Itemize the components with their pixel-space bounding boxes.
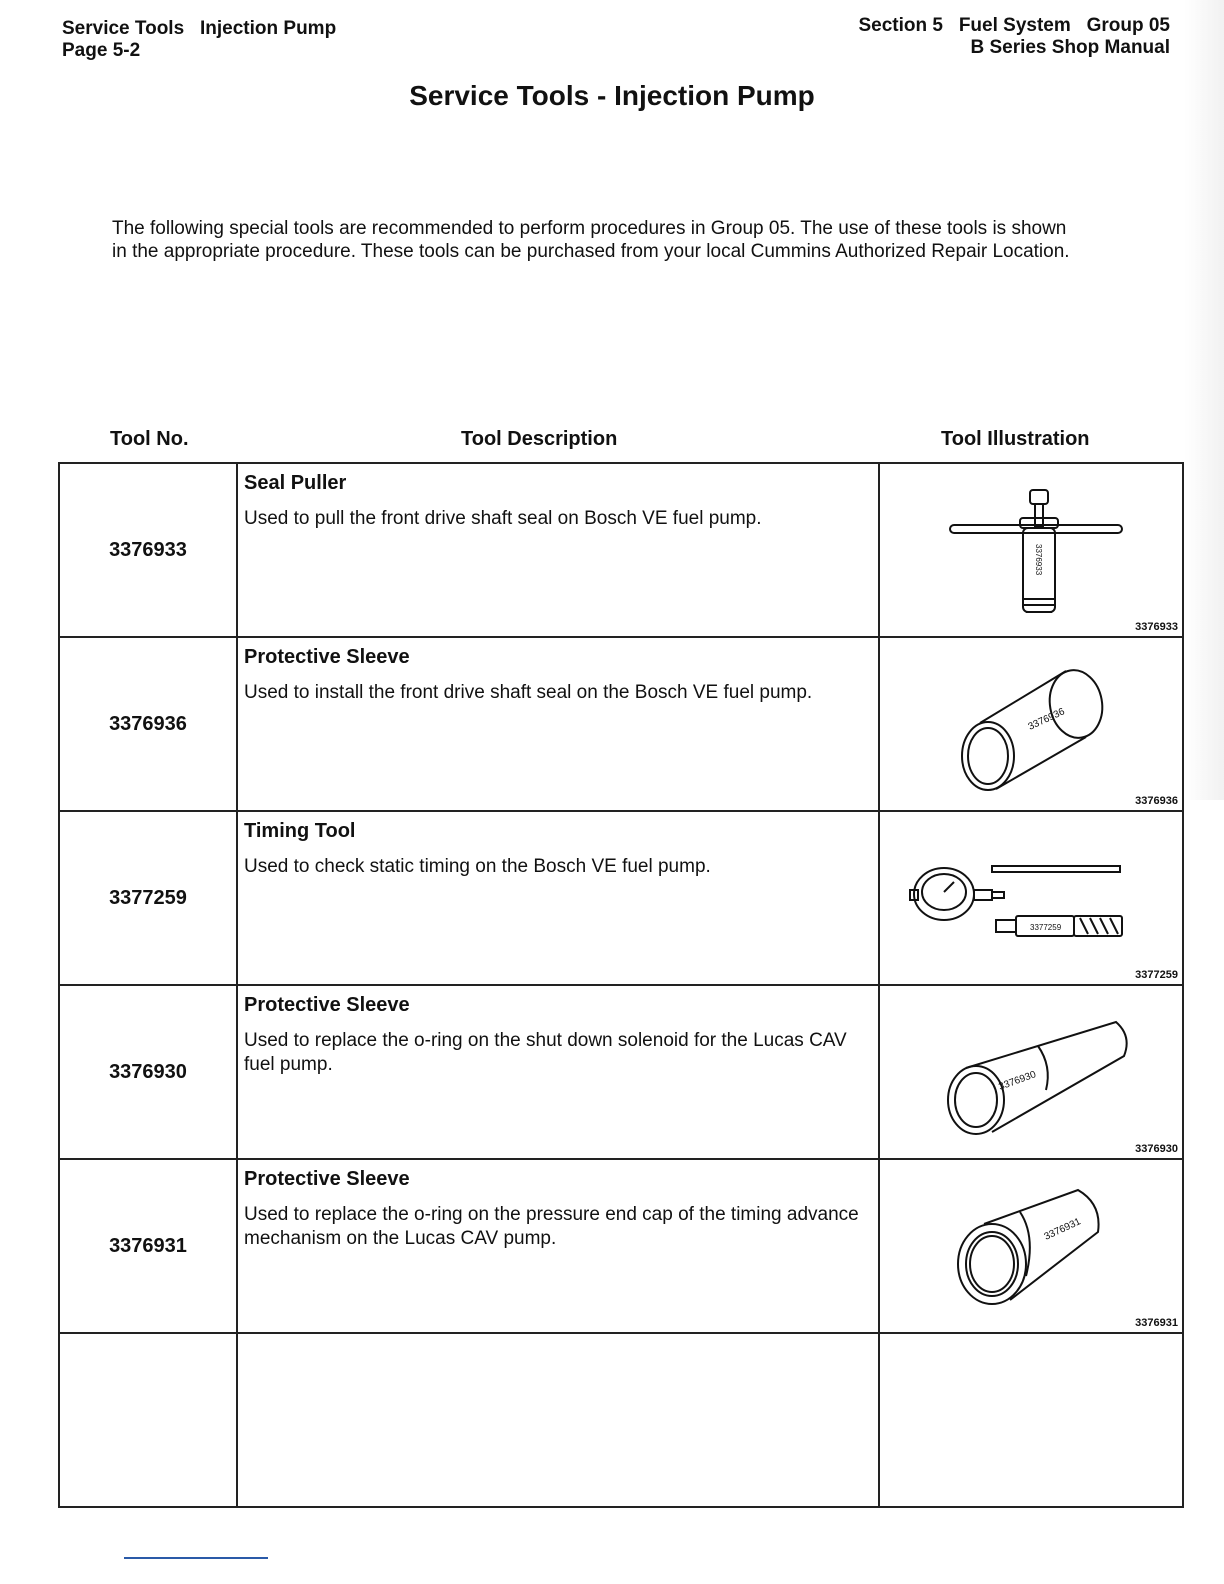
column-header-illustration: Tool Illustration — [941, 428, 1090, 450]
table-row — [59, 811, 1183, 985]
page-title: Service Tools - Injection Pump — [409, 80, 815, 111]
tool-description: Used to pull the front drive shaft seal on Bosch VE fuel pump. — [244, 508, 762, 529]
footer-rule — [124, 1557, 268, 1559]
tool-description: Used to check static timing on the Bosch VE fuel pump. — [244, 856, 711, 877]
seal-puller-icon — [880, 464, 1180, 636]
tool-illustration-cell — [879, 637, 1183, 811]
tool-illustration-cell — [879, 985, 1183, 1159]
column-header-tool-no: Tool No. — [110, 428, 189, 450]
tool-description-cell — [237, 1159, 879, 1333]
page-number: Page 5-2 — [62, 40, 141, 61]
table-row-empty — [59, 1333, 1183, 1507]
timing-tool-icon — [880, 812, 1180, 984]
tool-name: Timing Tool — [244, 820, 356, 842]
tool-name: Protective Sleeve — [244, 1168, 410, 1190]
tool-illustration-cell — [879, 811, 1183, 985]
table-row — [59, 985, 1183, 1159]
tool-name: Seal Puller — [244, 472, 347, 494]
tool-number: 3376933 — [59, 463, 237, 637]
header-group: Group 05 — [1086, 15, 1170, 36]
tool-description: Used to replace the o-ring on the pressure end cap of the timing advance mechanism on the Lucas CAV pump. — [244, 1204, 859, 1249]
column-header-description: Tool Description — [461, 428, 618, 450]
intro-paragraph: The following special tools are recommended to perform procedures in Group 05. The use of these tools is shown in the appropriate procedure. These tools can be purchased from your local Cummins Authorized Repair Location. — [112, 218, 1070, 262]
tool-name: Protective Sleeve — [244, 646, 410, 668]
tool-description-cell — [237, 811, 879, 985]
table-row — [59, 463, 1183, 637]
tool-description-cell — [237, 637, 879, 811]
protective-sleeve-icon — [880, 638, 1180, 810]
svg-text:3377259: 3377259 — [1030, 923, 1062, 932]
header-section-name: Service Tools — [62, 18, 185, 39]
tool-number: 3376931 — [59, 1159, 237, 1333]
illustration-caption: 3376930 — [1135, 1143, 1178, 1155]
svg-text:3376931: 3376931 — [1042, 1216, 1083, 1243]
illustration-caption: 3376931 — [1135, 1317, 1178, 1329]
tools-table — [58, 462, 1184, 1508]
table-row — [59, 1159, 1183, 1333]
running-header-left — [62, 18, 336, 62]
svg-text:3376936: 3376936 — [1026, 706, 1067, 733]
empty-cell — [59, 1333, 237, 1507]
tool-description-cell — [237, 985, 879, 1159]
tool-number: 3377259 — [59, 811, 237, 985]
illustration-caption: 3376936 — [1135, 795, 1178, 807]
illustration-caption: 3377259 — [1135, 969, 1178, 981]
tool-number: 3376936 — [59, 637, 237, 811]
svg-text:3376930: 3376930 — [997, 1069, 1038, 1093]
tool-illustration-cell — [879, 463, 1183, 637]
tool-description-cell — [237, 463, 879, 637]
header-topic: Injection Pump — [200, 18, 337, 39]
svg-text:3376933: 3376933 — [1034, 544, 1043, 576]
tool-illustration-cell — [879, 1159, 1183, 1333]
table-row — [59, 637, 1183, 811]
empty-cell — [237, 1333, 879, 1507]
header-system: Fuel System — [958, 15, 1071, 36]
header-section: Section 5 — [858, 15, 943, 36]
tool-description: Used to replace the o-ring on the shut down solenoid for the Lucas CAV fuel pump. — [244, 1030, 847, 1075]
page-edge-shadow — [1184, 0, 1224, 800]
running-header-right — [858, 15, 1170, 59]
stepped-sleeve-icon — [880, 1160, 1180, 1332]
empty-cell — [879, 1333, 1183, 1507]
illustration-caption: 3376933 — [1135, 621, 1178, 633]
tool-description: Used to install the front drive shaft seal on the Bosch VE fuel pump. — [244, 682, 813, 703]
tool-name: Protective Sleeve — [244, 994, 410, 1016]
tool-number: 3376930 — [59, 985, 237, 1159]
manual-name: B Series Shop Manual — [970, 37, 1170, 58]
tapered-sleeve-icon — [880, 986, 1180, 1158]
